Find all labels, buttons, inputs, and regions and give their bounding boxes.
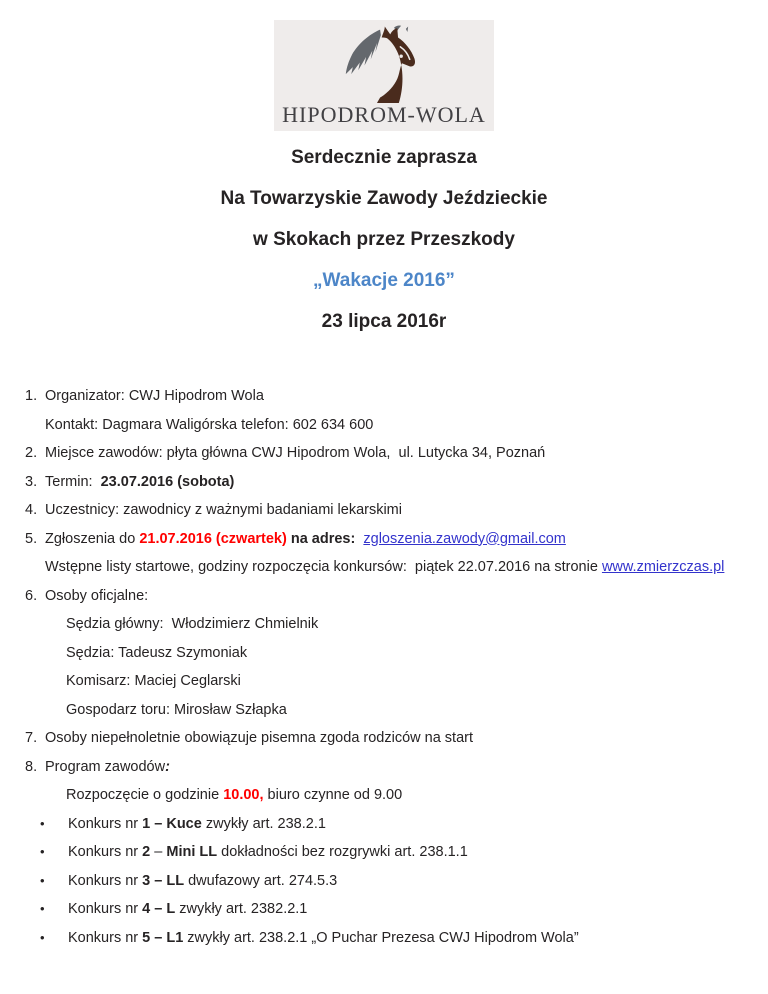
list-number: 2. (25, 445, 38, 461)
bullet-line (0, 895, 768, 924)
line-content (66, 702, 287, 718)
line-content (45, 730, 473, 746)
text-segment: Komisarz: Maciej Ceglarski (66, 673, 241, 689)
text-segment: Osoby niepełnoletnie obowiązuje pisemna zgoda rodziców na start (45, 730, 474, 746)
list-line (0, 468, 768, 497)
list-number: 6. (25, 587, 38, 604)
list-line (0, 496, 768, 525)
text-segment: 3 – LL (142, 872, 185, 889)
document-body (0, 382, 768, 952)
bullet-line (0, 810, 768, 839)
heading-line-1: Serdecznie zaprasza (291, 147, 477, 168)
list-line (0, 610, 768, 639)
text-segment: 21.07.2016 (czwartek) (139, 530, 287, 547)
text-segment: 4 – L (142, 901, 176, 917)
headings (0, 137, 768, 342)
list-line (0, 753, 768, 782)
text-segment: Osoby oficjalne: (45, 587, 149, 604)
text-segment: dokładności bez rozgrywki art. 238.1.1 (217, 844, 468, 860)
text-segment: Konkurs nr (68, 844, 143, 860)
text-segment: zwykły art. 238.2.1 (201, 815, 326, 832)
horse-head-icon (309, 25, 459, 103)
heading-line-2: Na Towarzyskie Zawody Jeździeckie (220, 188, 548, 209)
text-segment: Uczestnicy: zawodnicy z ważnymi badaniami lekarskimi (45, 502, 402, 518)
numbered-list (0, 382, 768, 810)
text-segment: zwykły art. 238.2.1 „O Puchar Prezesa CWJ Hipodrom Wola” (183, 929, 579, 946)
list-number: 3. (25, 473, 38, 490)
line-content (45, 417, 373, 433)
text-segment: zwykły art. 2382.2.1 (175, 901, 308, 917)
heading-line-3: w Skokach przez Przeszkody (253, 229, 515, 250)
line-content (66, 645, 247, 661)
text-segment: 23.07.2016 (sobota) (100, 473, 235, 490)
line-content (68, 873, 337, 889)
bullet-line (0, 924, 768, 953)
list-number: 7. (25, 730, 38, 746)
line-content (45, 474, 234, 490)
text-segment: Wstępne listy startowe, godziny rozpoczęcia konkursów: piątek 22.07.2016 na stronie (45, 559, 602, 575)
line-content (66, 787, 402, 803)
text-segment: Konkurs nr (68, 901, 143, 917)
text-segment: 10.00, (223, 787, 264, 803)
text-segment: Konkurs nr (68, 815, 143, 832)
text-segment: Zgłoszenia do (45, 530, 140, 547)
list-line (0, 667, 768, 696)
line-content (68, 816, 326, 832)
list-number: 4. (25, 502, 38, 518)
text-segment: Program zawodów (45, 758, 166, 775)
text-segment: 1 – Kuce (142, 815, 202, 832)
heading-line-4: „Wakacje 2016” (313, 270, 455, 291)
list-line (0, 553, 768, 582)
text-segment: Rozpoczęcie o godzinie (66, 787, 224, 803)
bullet-icon: • (40, 844, 45, 859)
list-line (0, 724, 768, 753)
list-line (0, 639, 768, 668)
logo-brand-text: HIPODROM-WOLA (282, 102, 486, 127)
list-line (0, 439, 768, 468)
line-content (68, 930, 579, 946)
line-content (68, 901, 307, 917)
text-segment: Konkurs nr (68, 872, 143, 889)
bullet-icon: • (40, 872, 45, 888)
list-number: 1. (25, 388, 38, 404)
bullet-icon: • (40, 815, 45, 831)
line-content (66, 673, 241, 689)
hyperlink[interactable]: zgloszenia.zawody@gmail.com (363, 530, 566, 547)
text-segment: – (150, 844, 167, 860)
bullet-line (0, 867, 768, 896)
line-content (45, 588, 148, 604)
line-content (45, 502, 402, 518)
line-content (45, 759, 170, 775)
list-line (0, 382, 768, 411)
text-segment: 5 – L1 (142, 929, 184, 946)
logo (274, 20, 494, 131)
text-segment: na adres: (286, 530, 356, 547)
list-line (0, 582, 768, 611)
list-line (0, 525, 768, 554)
text-segment: Kontakt: Dagmara Waligórska telefon: 602 634 600 (45, 416, 374, 433)
bullet-icon: • (40, 929, 45, 945)
text-segment: Mini LL (166, 844, 218, 860)
bullet-icon: • (40, 901, 45, 916)
text-segment: biuro czynne od 9.00 (263, 787, 403, 803)
text-segment: Gospodarz toru: Mirosław Szłapka (66, 701, 287, 718)
list-line (0, 781, 768, 810)
line-content (45, 445, 545, 461)
text-segment: Organizator: CWJ Hipodrom Wola (45, 388, 264, 404)
text-segment: 2 (142, 844, 151, 860)
text-segment: Miejsce zawodów: płyta główna CWJ Hipodrom Wola, ul. Lutycka 34, Poznań (45, 445, 546, 461)
text-segment: Sędzia: Tadeusz Szymoniak (66, 644, 248, 661)
text-segment: Termin: (45, 473, 101, 490)
bullet-list (0, 810, 768, 953)
list-number: 8. (25, 758, 38, 775)
line-content (45, 388, 264, 404)
list-line (0, 696, 768, 725)
list-line (0, 411, 768, 440)
line-content (68, 844, 468, 860)
line-content (45, 559, 724, 575)
list-number: 5. (25, 530, 38, 547)
text-segment: : (165, 758, 170, 775)
text-segment: dwufazowy art. 274.5.3 (184, 872, 338, 889)
heading-line-5: 23 lipca 2016r (321, 311, 447, 332)
hyperlink[interactable]: www.zmierzczas.pl (601, 559, 725, 575)
line-content (45, 531, 566, 547)
text-segment: Konkurs nr (68, 929, 143, 946)
line-content (66, 616, 318, 632)
bullet-line (0, 838, 768, 867)
text-segment: Sędzia główny: Włodzimierz Chmielnik (66, 616, 319, 632)
